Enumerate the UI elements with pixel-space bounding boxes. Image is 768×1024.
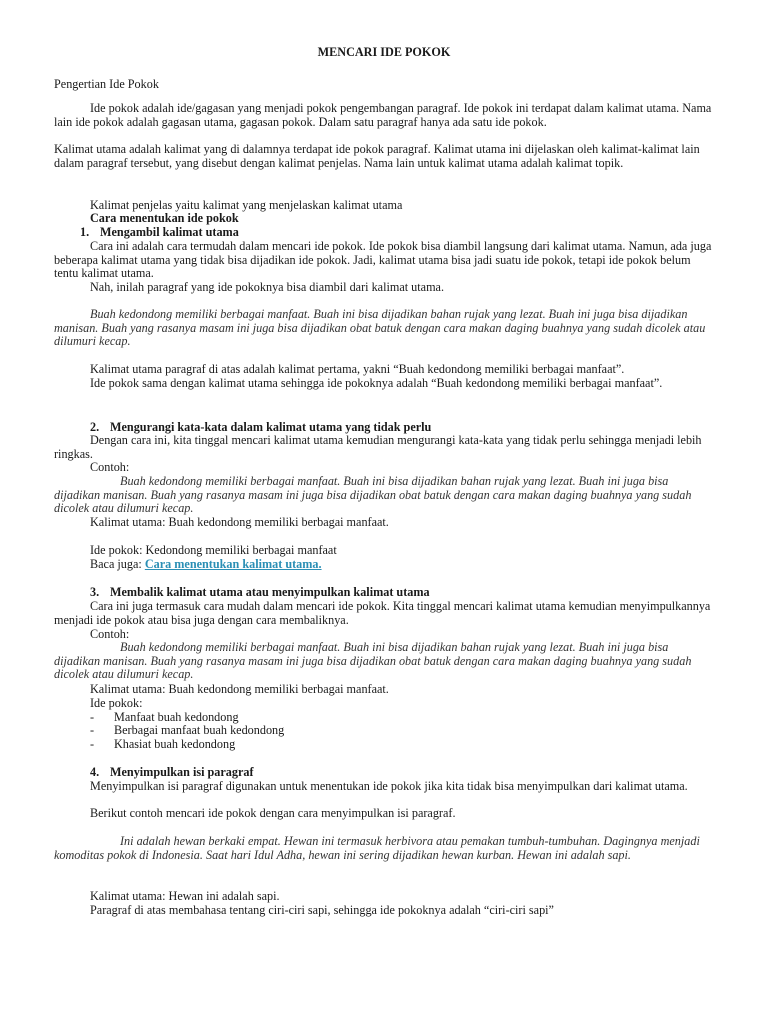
section-3-heading: [90, 586, 714, 600]
section-3-contoh: Contoh:: [90, 627, 130, 641]
section-4-title: Menyimpulkan isi paragraf: [110, 765, 254, 779]
section-2-contoh: Contoh:: [90, 460, 130, 474]
page-title: MENCARI IDE POKOK: [317, 45, 451, 59]
section-1-text2: Nah, inilah paragraf yang ide pokoknya bisa diambil dari kalimat utama.: [90, 280, 445, 294]
paragraph-kalimat-utama: Kalimat utama adalah kalimat yang di dalamnya terdapat ide pokok paragraf. Kalimat utama ini dijelaskan oleh kalimat-kalimat lain dalam paragraf tersebut, yang disebut dengan kalimat penjelas. Nama lain untuk kalimat utama adalah kalimat topik.: [54, 142, 700, 170]
list-dash: -: [90, 710, 95, 724]
section-2-text1: Dengan cara ini, kita tinggal mencari kalimat utama kemudian mengurangi kata-kata yang tidak perlu sehingga menjadi lebih ringkas.: [54, 433, 702, 461]
section-3-utama: Kalimat utama: Buah kedondong memiliki berbagai manfaat.: [90, 682, 389, 696]
section-4-text1: Menyimpulkan isi paragraf digunakan untuk menentukan ide pokok jika kita tidak bisa menyimpulkan dari kalimat utama.: [90, 779, 688, 793]
list-dash: -: [90, 737, 95, 751]
section-4-text2: Berikut contoh mencari ide pokok dengan cara menyimpulkan isi paragraf.: [90, 806, 456, 820]
list-item: [0, 738, 768, 752]
section-3-example: Buah kedondong memiliki berbagai manfaat. Buah ini bisa dijadikan bahan rujak yang lezat. Buah ini juga bisa dijadikan manisan. Buah yang rasanya masam ini juga bisa dijadikan obat batuk dengan cara makan daging buahnya yang sudah dicolek atau dilumuri kecap.: [54, 640, 692, 682]
section-3-text1: Cara ini juga termasuk cara mudah dalam mencari ide pokok. Kita tinggal mencari kalimat utama kemudian menyimpulkannya menjadi ide pokok atau bisa juga dengan cara membaliknya.: [54, 599, 711, 627]
section-1-text3: Kalimat utama paragraf di atas adalah kalimat pertama, yakni “Buah kedondong memiliki berbagai manfaat”.: [90, 362, 625, 376]
section-1-text4: Ide pokok sama dengan kalimat utama sehingga ide pokoknya adalah “Buah kedondong memiliki berbagai manfaat”.: [90, 376, 663, 390]
section-4-conclusion: Paragraf di atas membahasa tentang ciri-ciri sapi, sehingga ide pokoknya adalah “ciri-ciri sapi”: [90, 903, 554, 917]
section-2-baca-juga: [90, 558, 714, 572]
paragraph-kalimat-penjelas: Kalimat penjelas yaitu kalimat yang menjelaskan kalimat utama: [90, 198, 403, 212]
paragraph-ide-pokok: Ide pokok adalah ide/gagasan yang menjadi pokok pengembangan paragraf. Ide pokok ini terdapat dalam kalimat utama. Nama lain ide pokok adalah gagasan utama, gagasan pokok. Dalam satu paragraf hanya ada satu ide pokok.: [54, 101, 712, 129]
section-2-example: Buah kedondong memiliki berbagai manfaat. Buah ini bisa dijadikan bahan rujak yang lezat. Buah ini juga bisa dijadikan manisan. Buah yang rasanya masam ini juga bisa dijadikan obat batuk dengan cara makan daging buahnya yang sudah dicolek atau dilumuri kecap.: [54, 474, 692, 516]
heading-cara: Cara menentukan ide pokok: [90, 211, 239, 225]
section-3-ide: Ide pokok:: [90, 696, 143, 710]
section-2-number: 2.: [90, 420, 100, 434]
list-item-text: Berbagai manfaat buah kedondong: [114, 723, 285, 737]
section-4-utama: Kalimat utama: Hewan ini adalah sapi.: [90, 889, 280, 903]
section-4-heading: [90, 766, 714, 780]
section-2-ide: Ide pokok: Kedondong memiliki berbagai manfaat: [90, 543, 337, 557]
link-cara-menentukan-kalimat-utama[interactable]: Cara menentukan kalimat utama.: [144, 557, 322, 571]
section-2-title: Mengurangi kata-kata dalam kalimat utama yang tidak perlu: [110, 420, 432, 434]
list-dash: -: [90, 723, 95, 737]
section-1-example: Buah kedondong memiliki berbagai manfaat. Buah ini bisa dijadikan bahan rujak yang lezat. Buah ini juga bisa dijadikan manisan. Buah yang rasanya masam ini juga bisa dijadikan obat batuk dengan cara makan daging buahnya yang sudah dicolek atau dilumuri kecap.: [54, 307, 706, 349]
section-4-number: 4.: [90, 765, 100, 779]
section-1-number: 1.: [80, 225, 90, 239]
section-4-example: Ini adalah hewan berkaki empat. Hewan ini termasuk herbivora atau pemakan tumbuh-tumbuhan. Dagingnya menjadi komoditas pokok di Indonesia. Saat hari Idul Adha, hewan ini sering dijadikan hewan kurban. Hewan ini adalah sapi.: [54, 834, 700, 862]
section-1-text1: Cara ini adalah cara termudah dalam mencari ide pokok. Ide pokok bisa diambil langsung dari kalimat utama. Namun, ada juga beberapa kalimat utama yang tidak bisa dijadikan ide pokok. Jadi, kalimat utama bisa jadi suatu ide pokok, tetapi ide pokok belum tentu kalimat utama.: [54, 239, 712, 281]
baca-juga-label: Baca juga:: [90, 557, 142, 571]
subtitle: Pengertian Ide Pokok: [54, 77, 159, 91]
list-item-text: Manfaat buah kedondong: [114, 710, 239, 724]
list-item-text: Khasiat buah kedondong: [114, 737, 236, 751]
section-3-title: Membalik kalimat utama atau menyimpulkan kalimat utama: [110, 585, 430, 599]
section-1-heading: [80, 226, 714, 240]
section-1-title: Mengambil kalimat utama: [100, 225, 239, 239]
section-3-number: 3.: [90, 585, 100, 599]
list-item: [0, 724, 768, 738]
section-2-utama: Kalimat utama: Buah kedondong memiliki berbagai manfaat.: [90, 515, 389, 529]
